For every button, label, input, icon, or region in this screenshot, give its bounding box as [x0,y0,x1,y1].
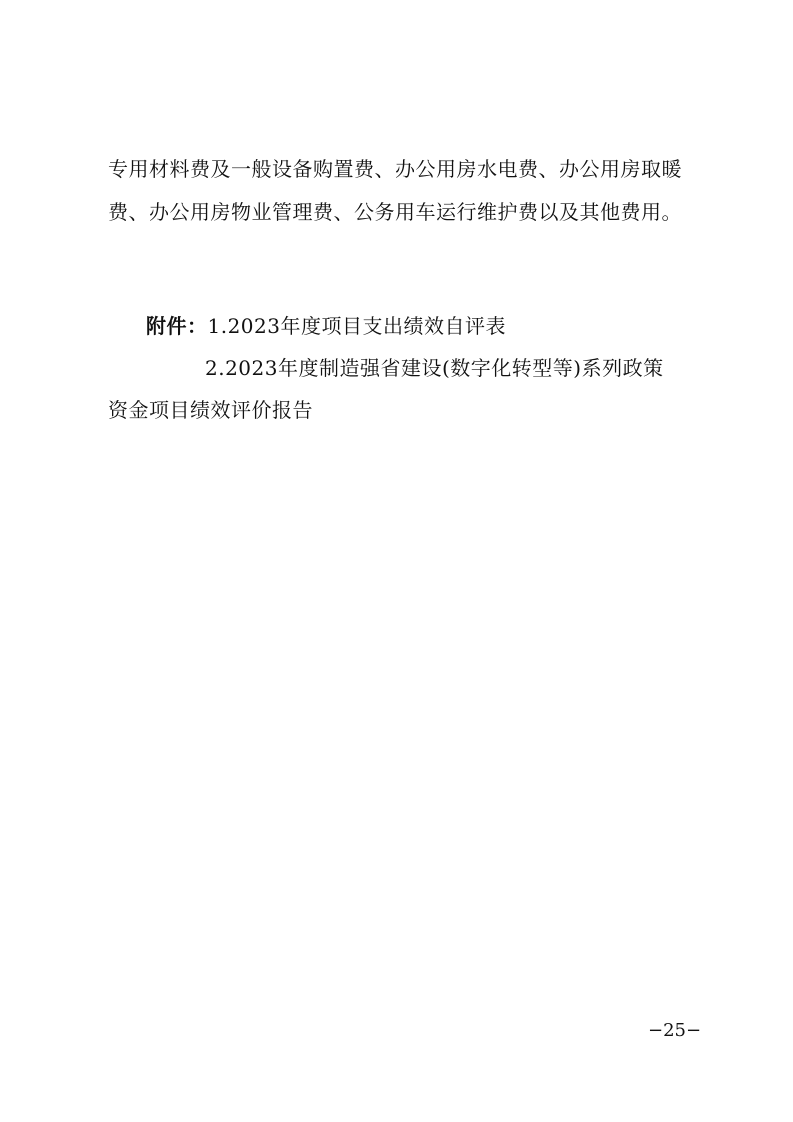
body-text-line-2: 费、办公用房物业管理费、公务用车运行维护费以及其他费用。 [108,200,682,224]
page-number: −25− [648,1020,702,1041]
attachment-item-2-line-2: 资金项目绩效评价报告 [108,398,313,422]
attachment-item-1-text: 1.2023年度项目支出绩效自评表 [207,314,506,338]
attachment-item-2-line-1: 2.2023年度制造强省建设(数字化转型等)系列政策 [205,356,664,380]
attachment-item-1 [146,312,506,340]
attachment-label: 附件： [146,314,208,338]
body-text-line-1: 专用材料费及一般设备购置费、办公用房水电费、办公用房取暖 [108,157,682,181]
